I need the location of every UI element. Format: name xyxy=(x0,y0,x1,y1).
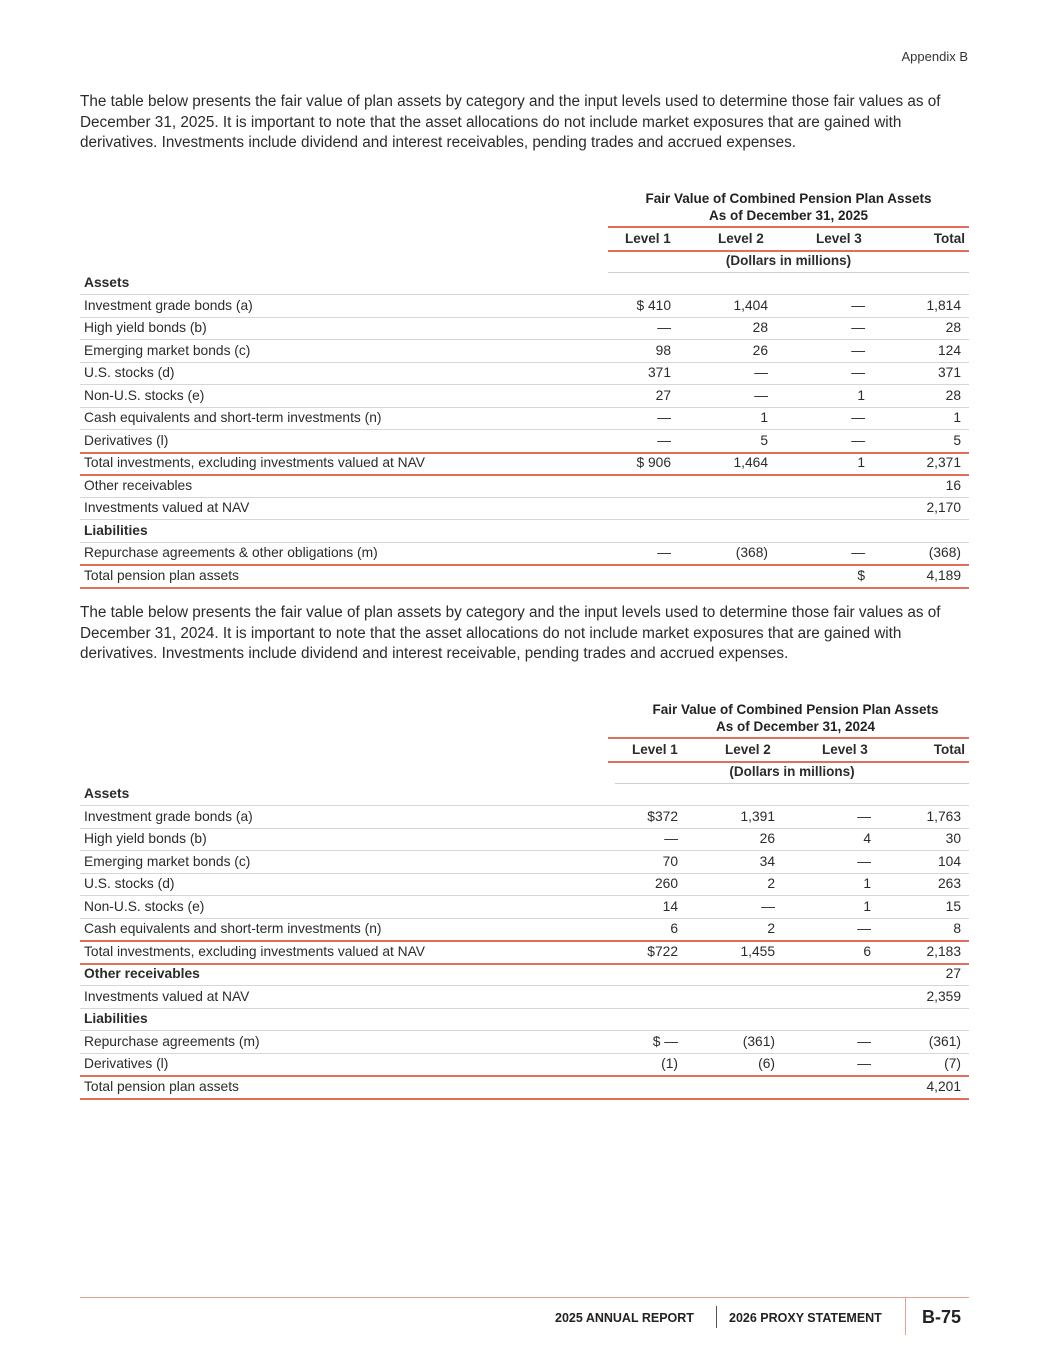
cell-total: 2,371 xyxy=(926,455,961,470)
table-title: Fair Value of Combined Pension Plan Assets As of December 31, 2024 xyxy=(652,702,939,734)
cell-l3: 1 xyxy=(863,876,871,891)
row-label: Cash equivalents and short-term investments (n) xyxy=(84,410,382,425)
cell-l1: $722 xyxy=(647,943,678,959)
cell-l3: 4 xyxy=(863,831,871,846)
cell-l1: 14 xyxy=(662,898,678,914)
col-level2: Level 2 xyxy=(718,231,764,246)
row-label: Investments valued at NAV xyxy=(84,988,250,1004)
cell-total: 27 xyxy=(945,966,961,981)
cell-l3: 6 xyxy=(863,943,871,959)
cell-l1: 260 xyxy=(654,876,678,891)
row-label: Derivatives (l) xyxy=(84,432,169,448)
table-row xyxy=(80,941,969,965)
cell-l2: — xyxy=(754,365,768,380)
row-label: Total investments, excluding investments valued at NAV xyxy=(84,943,426,959)
intro-paragraph-2025: The table below presents the fair value of plan assets by category and the input levels used to determine those fair values as of December 31, 2025. It is important to note that the asset allocations do not include market exposures that are gained with derivatives. Investments include dividend and interest receivables, pending trades and accrued expenses. xyxy=(80,93,941,151)
cell-total: (361) xyxy=(928,1033,961,1049)
cell-total: 30 xyxy=(945,831,961,846)
table-row xyxy=(80,1076,969,1100)
units-label: (Dollars in millions) xyxy=(615,761,969,784)
cell-l3: — xyxy=(851,410,865,425)
cell-total: 4,201 xyxy=(926,1078,961,1094)
row-label: U.S. stocks (d) xyxy=(84,365,175,380)
cell-l2: 1 xyxy=(760,410,768,425)
row-label: Assets xyxy=(84,786,130,801)
table-row xyxy=(80,272,969,295)
cell-l1: $ 410 xyxy=(636,297,671,313)
row-label: Investment grade bonds (a) xyxy=(84,297,253,313)
cell-l3: 1 xyxy=(857,455,865,470)
units-label: (Dollars in millions) xyxy=(608,250,969,273)
col-total: Total xyxy=(933,231,965,246)
table-row xyxy=(80,851,969,874)
cell-total: 8 xyxy=(953,921,961,936)
cell-total: 124 xyxy=(937,342,961,358)
cell-l1: 371 xyxy=(647,365,671,380)
row-label: Investments valued at NAV xyxy=(84,500,250,515)
row-label: Emerging market bonds (c) xyxy=(84,853,251,869)
page-number: B-75 xyxy=(922,1307,962,1327)
cell-l3: — xyxy=(857,921,871,936)
cell-l2: 1,455 xyxy=(740,943,775,959)
table-row xyxy=(80,963,969,986)
row-label: Other receivables xyxy=(84,477,193,493)
cell-l3: — xyxy=(851,320,865,335)
table-row xyxy=(80,497,969,520)
cell-l1: 27 xyxy=(655,387,671,403)
cell-l2: 1,464 xyxy=(733,455,768,470)
table-row xyxy=(80,828,969,851)
table-row xyxy=(80,475,969,498)
cell-l1: $ 906 xyxy=(636,455,671,470)
table-row xyxy=(80,918,969,942)
row-label: Derivatives (l) xyxy=(84,1056,169,1071)
column-headers xyxy=(608,737,969,763)
row-label: Cash equivalents and short-term investments (n) xyxy=(84,921,382,936)
row-label: Non-U.S. stocks (e) xyxy=(84,898,205,914)
cell-l2: 34 xyxy=(759,853,775,869)
cell-l3: — xyxy=(851,432,865,448)
cell-total: 1,814 xyxy=(926,297,961,313)
table-row xyxy=(80,295,969,318)
cell-l2: — xyxy=(761,898,775,914)
cell-l3: — xyxy=(851,342,865,358)
cell-total: 371 xyxy=(937,365,961,380)
cell-total: 5 xyxy=(953,432,961,448)
table-row xyxy=(80,1008,969,1031)
cell-l2: 2 xyxy=(767,876,775,891)
table-row xyxy=(80,452,969,476)
cell-l3: — xyxy=(857,1033,871,1049)
cell-total: 2,170 xyxy=(926,500,961,515)
cell-l1: 70 xyxy=(662,853,678,869)
table-title: Fair Value of Combined Pension Plan Assets As of December 31, 2025 xyxy=(645,191,932,223)
cell-total: 28 xyxy=(945,387,961,403)
table-row xyxy=(80,1031,969,1054)
cell-l2: (368) xyxy=(735,545,768,560)
col-level3: Level 3 xyxy=(822,742,868,757)
col-level3: Level 3 xyxy=(816,231,862,246)
cell-l3: 1 xyxy=(857,387,865,403)
cell-l2: 28 xyxy=(752,320,768,335)
cell-l1: — xyxy=(657,410,671,425)
cell-l1: — xyxy=(664,831,678,846)
table-row xyxy=(80,873,969,896)
row-label: Non-U.S. stocks (e) xyxy=(84,387,205,403)
row-label: Repurchase agreements (m) xyxy=(84,1033,260,1049)
cell-total: 2,359 xyxy=(926,988,961,1004)
cell-total: 4,189 xyxy=(926,567,961,583)
cell-l2: (361) xyxy=(742,1033,775,1049)
cell-l2: 26 xyxy=(752,342,768,358)
footer-proxy-statement: 2026 PROXY STATEMENT xyxy=(729,1311,882,1325)
cell-l1: — xyxy=(657,432,671,448)
row-label: U.S. stocks (d) xyxy=(84,876,175,891)
col-level1: Level 1 xyxy=(625,231,671,246)
footer-annual-report: 2025 ANNUAL REPORT xyxy=(555,1311,694,1325)
row-label: Other receivables xyxy=(84,966,200,981)
cell-l2: — xyxy=(754,387,768,403)
intro-paragraph-2024: The table below presents the fair value of plan assets by category and the input levels used to determine those fair values as of December 31, 2024. It is important to note that the asset allocations do not include market exposures that are gained with derivatives. Investments include dividend and interest receivable, pending trades and accrued expenses. xyxy=(80,604,941,662)
table-row xyxy=(80,565,969,589)
footer-divider xyxy=(716,1306,717,1328)
cell-l2: 1,391 xyxy=(740,808,775,824)
cell-total: 28 xyxy=(945,320,961,335)
cell-l2: 26 xyxy=(759,831,775,846)
row-label: Repurchase agreements & other obligations (m) xyxy=(84,545,378,560)
cell-l3: — xyxy=(851,297,865,313)
cell-l3: — xyxy=(851,365,865,380)
table-row xyxy=(80,806,969,829)
row-label: Emerging market bonds (c) xyxy=(84,342,251,358)
row-label: Investment grade bonds (a) xyxy=(84,808,253,824)
cell-l3: — xyxy=(851,545,865,560)
cell-total: (368) xyxy=(928,545,961,560)
column-headers xyxy=(608,226,969,252)
col-level2: Level 2 xyxy=(725,742,771,757)
table-row xyxy=(80,1053,969,1077)
row-label: Assets xyxy=(84,275,130,290)
table-row xyxy=(80,896,969,919)
cell-l2: 2 xyxy=(767,921,775,936)
col-total: Total xyxy=(933,742,965,757)
cell-total: 263 xyxy=(937,876,961,891)
footer-divider-accent xyxy=(905,1297,906,1335)
cell-l1: — xyxy=(657,545,671,560)
row-label: Liabilities xyxy=(84,522,148,538)
cell-l1: 6 xyxy=(670,921,678,936)
row-label: High yield bonds (b) xyxy=(84,831,207,846)
cell-l3: — xyxy=(857,808,871,824)
cell-l2: 5 xyxy=(760,432,768,448)
cell-l1: $ — xyxy=(652,1033,678,1049)
cell-total: 1,763 xyxy=(926,808,961,824)
cell-total: 1 xyxy=(953,410,961,425)
cell-l1: 98 xyxy=(655,342,671,358)
cell-l2: 1,404 xyxy=(733,297,768,313)
table-row xyxy=(80,520,969,543)
cell-l1: (1) xyxy=(661,1056,678,1071)
col-level1: Level 1 xyxy=(632,742,678,757)
row-label: High yield bonds (b) xyxy=(84,320,207,335)
cell-l1: $372 xyxy=(647,808,678,824)
table-row xyxy=(80,986,969,1009)
appendix-label: Appendix B xyxy=(901,49,968,64)
table-row xyxy=(80,362,969,385)
footer-rule xyxy=(80,1297,969,1298)
cell-l1: — xyxy=(657,320,671,335)
row-label: Total investments, excluding investments valued at NAV xyxy=(84,455,426,470)
row-label: Total pension plan assets xyxy=(84,567,239,583)
cell-l2: (6) xyxy=(758,1056,775,1071)
table-row xyxy=(80,385,969,408)
cell-total: 15 xyxy=(945,898,961,914)
cell-l3: — xyxy=(857,853,871,869)
cell-l3: $ xyxy=(857,567,865,583)
cell-total: 16 xyxy=(945,477,961,493)
table-row xyxy=(80,407,969,430)
cell-total: 2,183 xyxy=(926,943,961,959)
table-row xyxy=(80,317,969,340)
cell-total: 104 xyxy=(937,853,961,869)
table-row xyxy=(80,542,969,566)
row-label: Liabilities xyxy=(84,1011,148,1026)
cell-total: (7) xyxy=(944,1056,961,1071)
table-row xyxy=(80,340,969,363)
cell-l3: 1 xyxy=(863,898,871,914)
cell-l3: — xyxy=(857,1056,871,1071)
row-label: Total pension plan assets xyxy=(84,1078,239,1094)
table-row xyxy=(80,783,969,806)
table-row xyxy=(80,430,969,454)
